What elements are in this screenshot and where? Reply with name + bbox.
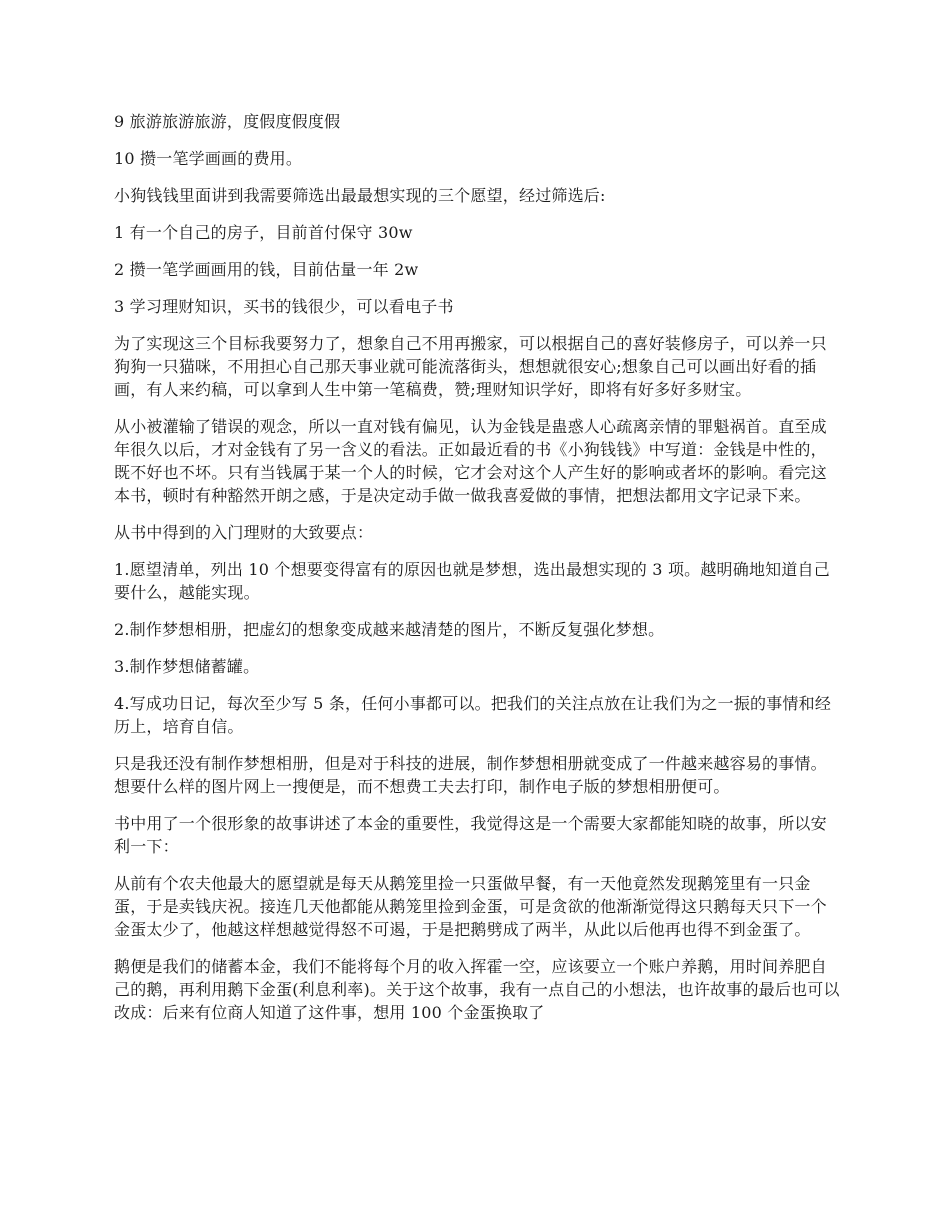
paragraph: 2.制作梦想相册，把虚幻的想象变成越来越清楚的图片，不断反复强化梦想。 xyxy=(114,620,665,639)
document-body xyxy=(114,110,840,1038)
paragraph: 从书中得到的入门理财的大致要点： xyxy=(114,523,374,542)
paragraph: 3.制作梦想储蓄罐。 xyxy=(114,657,260,676)
paragraph: 从小被灌输了错误的观念，所以一直对钱有偏见，认为金钱是蛊惑人心疏离亲情的罪魁祸首。直至成年很久以后，才对金钱有了另一含义的看法。正如最近看的书《小狗钱钱》中写道：金钱是中性的，既不好也不坏。只有当钱属于某一个人的时候，它才会对这个人产生好的影响或者坏的影响。看完这本书，顿时有种豁然开朗之感，于是决定动手做一做我喜爱做的事情，把想法都用文字记录下来。 xyxy=(114,417,827,505)
paragraph: 4.写成功日记，每次至少写 5 条，任何小事都可以。把我们的关注点放在让我们为之一振的事情和经历上，培育自信。 xyxy=(114,694,832,736)
paragraph: 从前有个农夫他最大的愿望就是每天从鹅笼里捡一只蛋做早餐，有一天他竟然发现鹅笼里有一只金蛋，于是卖钱庆祝。接连几天他都能从鹅笼里捡到金蛋，可是贪欲的他渐渐觉得这只鹅每天只下一个金蛋太少了，他越这样想越觉得怒不可遏，于是把鹅劈成了两半，从此以后他再也得不到金蛋了。 xyxy=(114,874,827,939)
paragraph: 3 学习理财知识，买书的钱很少，可以看电子书 xyxy=(114,297,454,316)
paragraph: 为了实现这三个目标我要努力了，想象自己不用再搬家，可以根据自己的喜好装修房子，可以养一只狗狗一只猫咪，不用担心自己那天事业就可能流落街头，想想就很安心;想象自己可以画出好看的插画，有人来约稿，可以拿到人生中第一笔稿费，赞;理财知识学好，即将有好多好多财宝。 xyxy=(114,334,827,399)
paragraph: 1 有一个自己的房子，目前首付保守 30w xyxy=(114,223,413,242)
paragraph: 小狗钱钱里面讲到我需要筛选出最最想实现的三个愿望，经过筛选后: xyxy=(114,186,606,205)
paragraph: 只是我还没有制作梦想相册，但是对于科技的进展，制作梦想相册就变成了一件越来越容易的事情。想要什么样的图片网上一搜便是，而不想费工夫去打印，制作电子版的梦想相册便可。 xyxy=(114,754,827,796)
paragraph: 9 旅游旅游旅游，度假度假度假 xyxy=(114,112,341,131)
paragraph: 10 攒一笔学画画的费用。 xyxy=(114,149,303,168)
paragraph: 书中用了一个很形象的故事讲述了本金的重要性，我觉得这是一个需要大家都能知晓的故事，所以安利一下： xyxy=(114,814,827,856)
paragraph: 鹅便是我们的储蓄本金，我们不能将每个月的收入挥霍一空，应该要立一个账户养鹅，用时间养肥自己的鹅，再利用鹅下金蛋(利息利率)。关于这个故事，我有一点自己的小想法，也许故事的最后也可以改成：后来有位商人知道了这件事，想用 100 个金蛋换取了 xyxy=(114,957,840,1022)
paragraph: 2 攒一笔学画画用的钱，目前估量一年 2w xyxy=(114,260,419,279)
paragraph: 1.愿望清单，列出 10 个想要变得富有的原因也就是梦想，选出最想实现的 3 项。越明确地知道自己要什么，越能实现。 xyxy=(114,560,830,602)
